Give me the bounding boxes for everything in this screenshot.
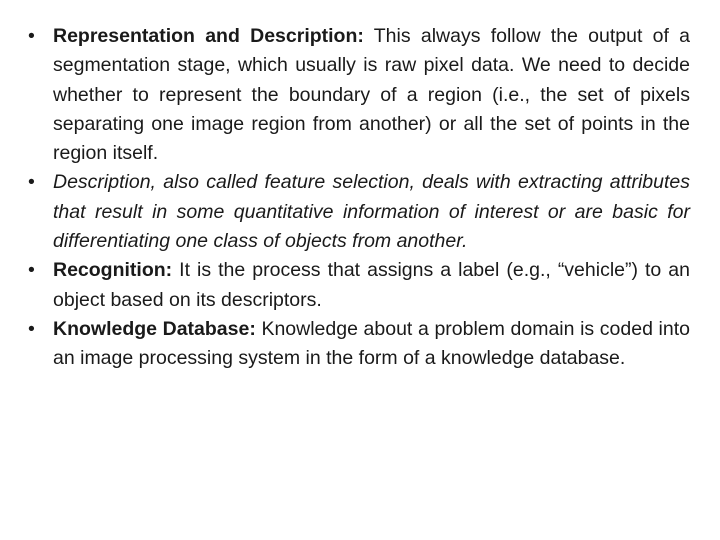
bullet-text: This always follow the output of a segmentation stage, which usually is raw pixel data. We need to decide whether to represent the boundary of a region (i.e., the set of pixels separating one image region from another) or all the set of points in the region itself. — [53, 25, 690, 165]
bullet-text: It is the process that assigns a label (e.g., “vehicle”) to an object based on its descriptors. — [53, 259, 690, 311]
bullet-heading: Recognition: — [53, 259, 173, 282]
bullet-marker: • — [28, 171, 35, 194]
bullet-item-description — [28, 168, 690, 256]
bullet-heading: Knowledge Database: — [53, 317, 256, 340]
bullet-text: Knowledge about a problem domain is coded into an image processing system in the form of a knowledge database. — [53, 317, 690, 370]
bullet-marker: • — [28, 317, 35, 340]
bullet-item-recognition — [28, 256, 690, 315]
bullet-item-knowledge-database — [28, 315, 690, 374]
bullet-item-representation — [28, 22, 690, 168]
bullet-marker: • — [28, 259, 35, 282]
bullet-heading: Representation and Description: — [53, 25, 364, 47]
bullet-list — [28, 22, 690, 374]
bullet-text: Description, also called feature selection, deals with extracting attributes that result in some quantitative information of interest or are basic for differentiating one class of objects from another. — [53, 171, 690, 253]
bullet-marker: • — [28, 25, 35, 47]
